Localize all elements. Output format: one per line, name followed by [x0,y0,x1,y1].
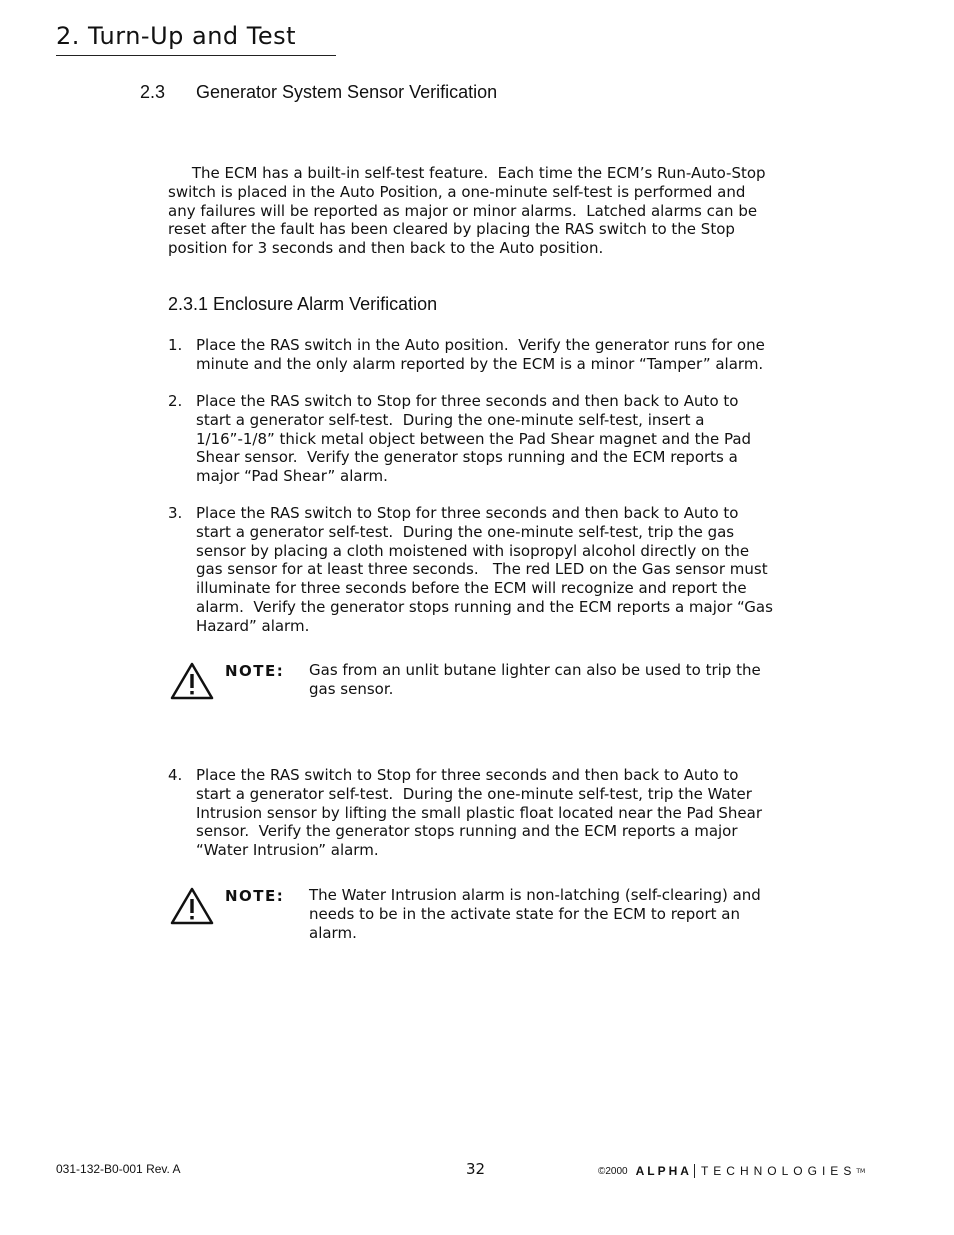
chapter-title-underline [56,55,336,56]
step-text: Place the RAS switch to Stop for three seconds and then back to Auto to start a generator self-test. During the one-minute self-test, insert a 1/16”-1/8” thick metal object between the Pad Shear magnet and the Pad Shear sensor. Verify the generator stops running and the ECM reports a major “Pad Shear” alarm. [196,392,752,486]
subsection-heading: 2.3.1 Enclosure Alarm Verification [168,294,438,314]
section-title: Generator System Sensor Verification [196,82,498,102]
note-text: Gas from an unlit butane lighter can also be used to trip the gas sensor. [309,661,761,698]
step-number: 1. [168,336,183,354]
step-text: Place the RAS switch to Stop for three seconds and then back to Auto to start a generator self-test. During the one-minute self-test, trip the Water Intrusion sensor by lifting the small plastic float located near the Pad Shear sensor. Verify the generator stops running and the ECM reports a major “Water Intrusion” alarm. [196,766,762,860]
footer-copyright: ©2000 [598,1165,628,1177]
step-text: Place the RAS switch to Stop for three seconds and then back to Auto to start a generator self-test. During the one-minute self-test, trip the gas sensor by placing a cloth moistened with isopropyl alcohol directly on the gas sensor for at least three seconds. The red LED on the Gas sensor must illuminate for three seconds before the ECM will recognize and report the alarm. Verify the generator stops running and the ECM reports a major “Gas Hazard” alarm. [196,504,773,635]
footer-page-number: 32 [466,1160,486,1178]
warning-icon [170,661,214,701]
section-heading [140,82,497,103]
step-number: 4. [168,766,183,784]
step-number: 2. [168,392,183,410]
chapter-title: 2. Turn-Up and Test [56,22,297,50]
note-label: NOTE: [225,662,285,680]
warning-icon [170,886,214,926]
trademark-mark: TM [856,1167,866,1175]
footer-document-number: 031-132-B0-001 Rev. A [56,1162,181,1176]
note-text: The Water Intrusion alarm is non-latching (self-clearing) and needs to be in the activate state for the ECM to report an alarm. [309,886,761,942]
section-number: 2.3 [140,82,166,102]
step-text: Place the RAS switch in the Auto position. Verify the generator runs for one minute and the only alarm reported by the ECM is a minor “Tamper” alarm. [196,336,765,373]
intro-paragraph: The ECM has a built-in self-test feature. Each time the ECM’s Run-Auto-Stop switch is placed in the Auto Position, a one-minute self-test is performed and any failures will be reported as major or minor alarms. Latched alarms can be reset after the fault has been cleared by placing the RAS switch to the Stop position for 3 seconds and then back to the Auto position. [168,164,766,258]
brand-logo-technologies: TECHNOLOGIES [700,1164,857,1178]
brand-divider [694,1164,695,1178]
step-number: 3. [168,504,183,522]
brand-logo-alpha: ALPHA [635,1164,692,1178]
note-label: NOTE: [225,887,285,905]
footer-brand [598,1164,865,1178]
